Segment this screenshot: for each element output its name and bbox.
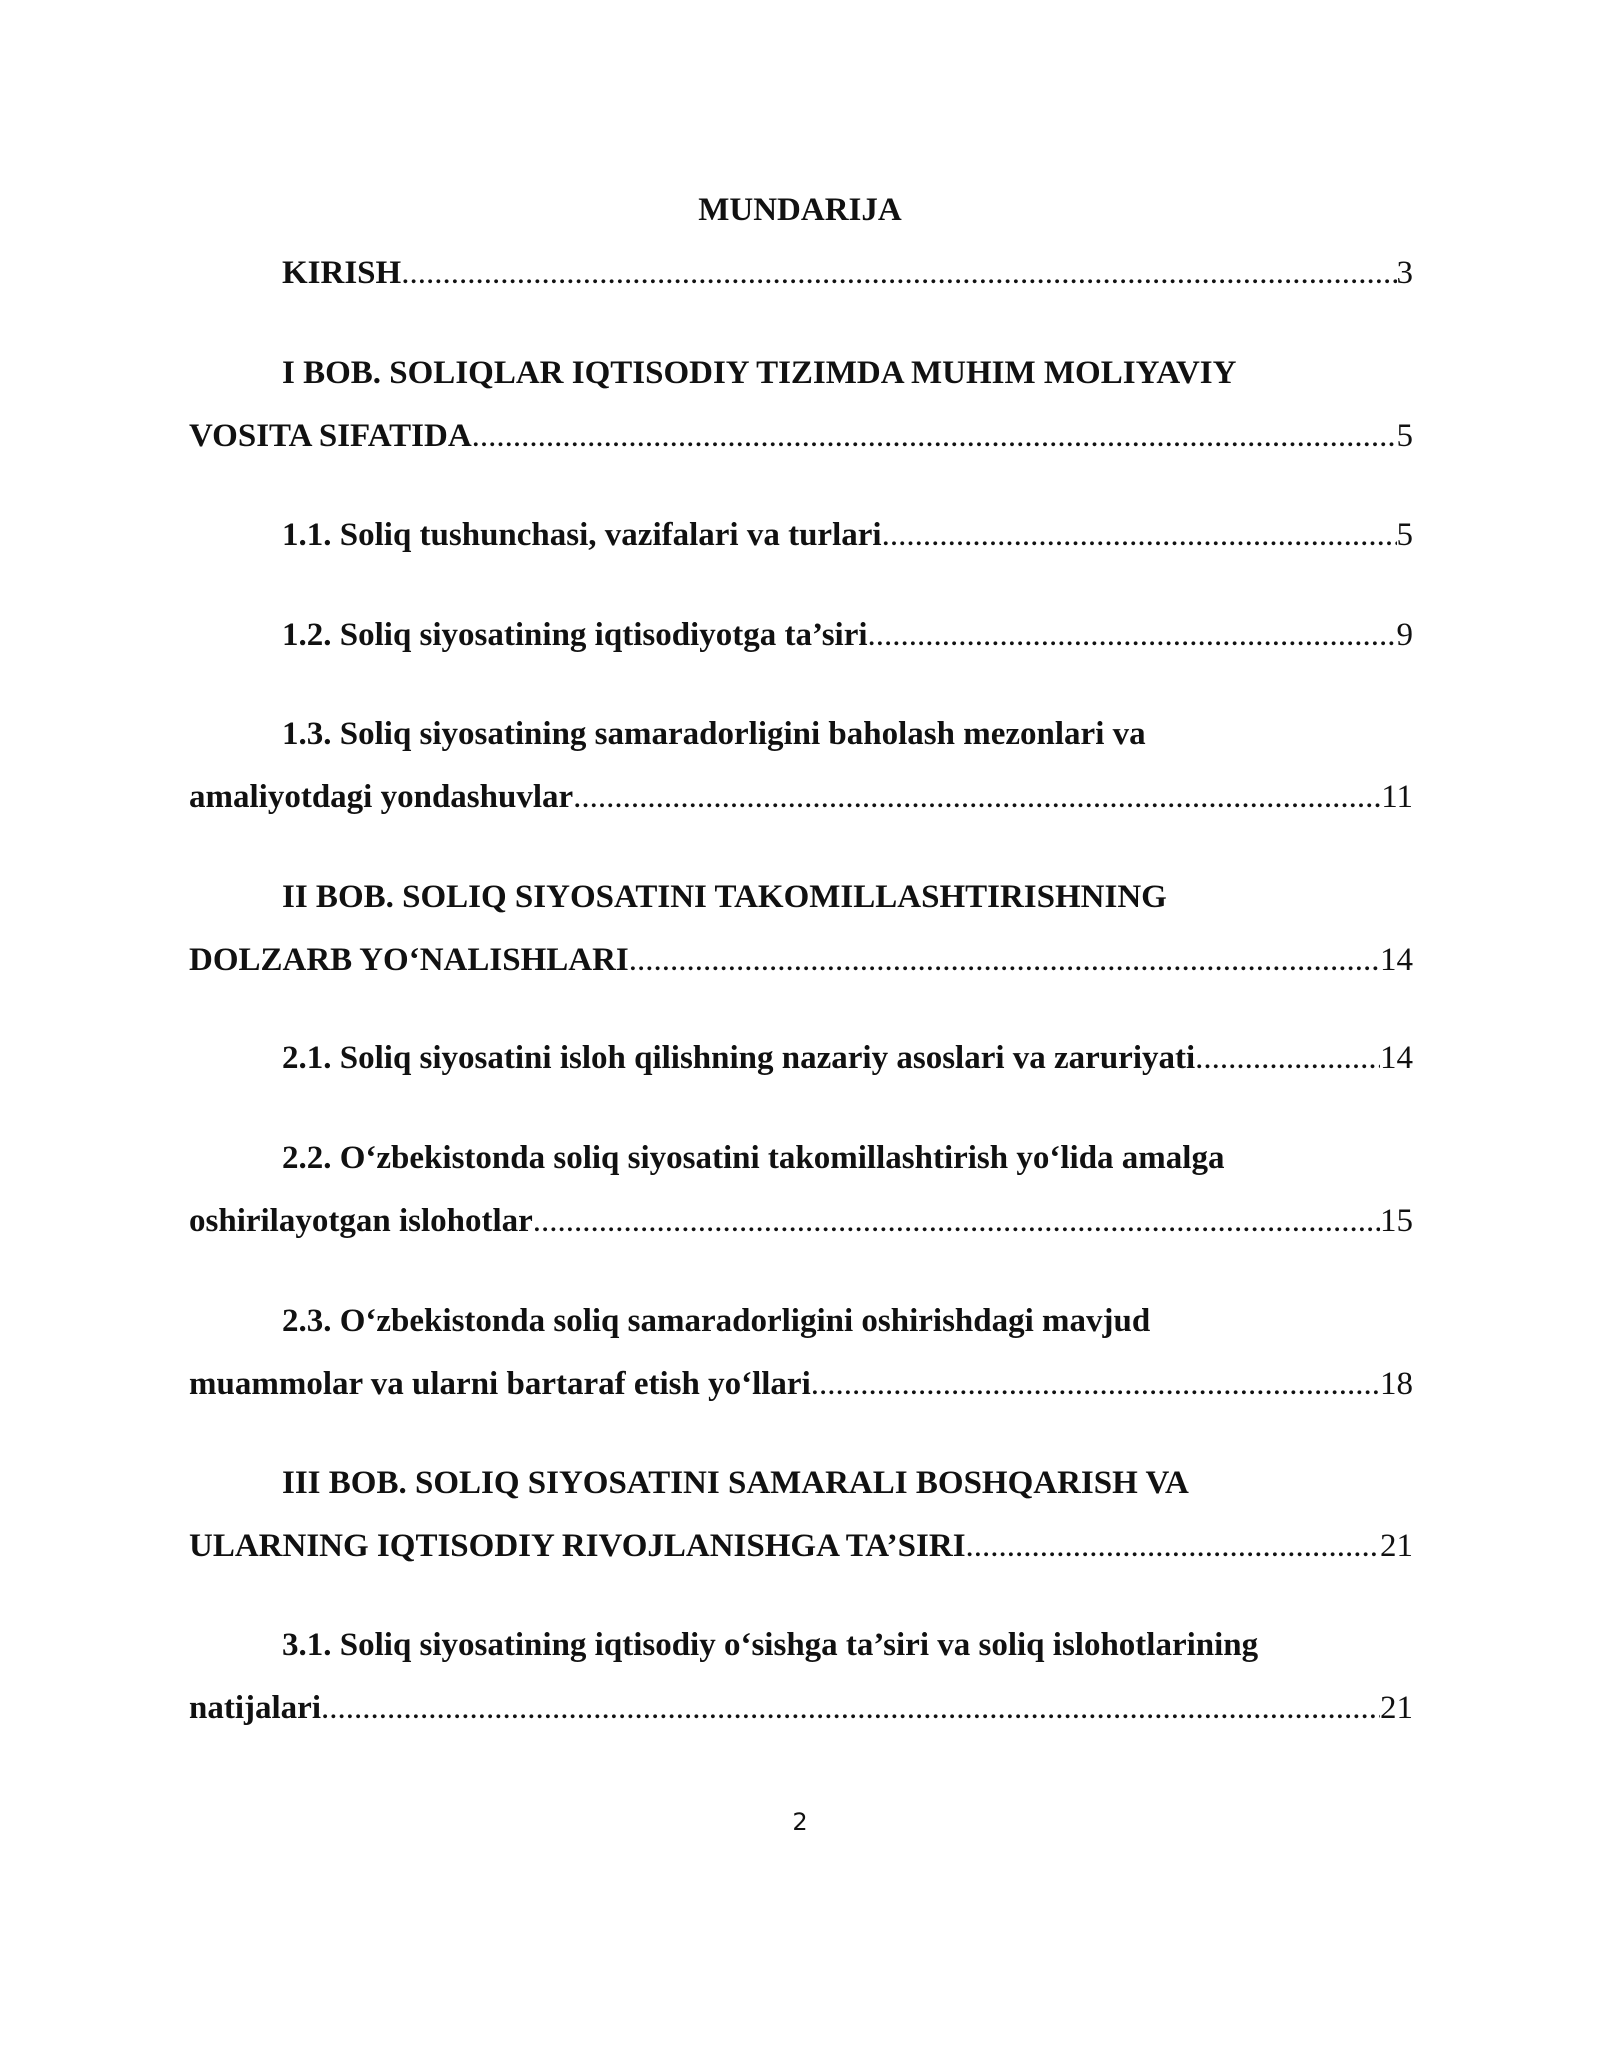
toc-entry-title-continued: oshirilayotgan islohotlar	[189, 1203, 533, 1239]
toc-entry-section-2-3	[189, 1290, 1413, 1416]
toc-line	[189, 405, 1413, 468]
dot-leader	[629, 929, 1380, 992]
toc-page-number: 21	[1380, 1690, 1413, 1726]
toc-entry-title: 1.2. Soliq siyosatining iqtisodiyotga ta’siri	[282, 617, 868, 653]
toc-page-number: 14	[1380, 942, 1413, 978]
dot-leader	[811, 1353, 1380, 1416]
toc-line	[189, 1614, 1413, 1677]
toc-line	[189, 1677, 1413, 1740]
dot-leader	[966, 1515, 1380, 1578]
toc-entry-title: 3.1. Soliq siyosatining iqtisodiy o‘sishga ta’siri va soliq islohotlarining	[282, 1627, 1259, 1663]
toc-line	[189, 1515, 1413, 1578]
toc-entry-chapter-2	[189, 866, 1413, 992]
toc-entry-section-3-1	[189, 1614, 1413, 1740]
toc-entry-title-continued: natijalari	[189, 1690, 321, 1726]
toc-line	[189, 342, 1413, 405]
toc-entry-section-2-1	[189, 1027, 1413, 1090]
toc-entry-section-1-1	[189, 504, 1413, 567]
toc-line	[189, 1353, 1413, 1416]
toc-page-number: 5	[1396, 517, 1413, 553]
toc-line	[189, 242, 1413, 305]
page-title: MUNDARIJA	[698, 192, 902, 228]
toc-entry-chapter-3	[189, 1452, 1413, 1578]
toc-entry-title: 2.2. O‘zbekistonda soliq siyosatini takomillashtirish yo‘lida amalga	[282, 1140, 1225, 1176]
toc-page-number: 15	[1380, 1203, 1413, 1239]
toc-page-number: 18	[1380, 1366, 1413, 1402]
toc-entry-title-continued: ULARNING IQTISODIY RIVOJLANISHGA TA’SIRI	[189, 1528, 966, 1564]
toc-entry-title: I BOB. SOLIQLAR IQTISODIY TIZIMDA MUHIM MOLIYAVIY	[282, 355, 1237, 391]
dot-leader	[472, 405, 1397, 468]
toc-entry-chapter-1	[189, 342, 1413, 468]
toc-page-number: 21	[1380, 1528, 1413, 1564]
toc-line	[189, 1127, 1413, 1190]
toc-page-number: 5	[1396, 418, 1413, 454]
toc-line	[189, 703, 1413, 766]
toc-entry-section-1-2	[189, 604, 1413, 667]
toc-line	[189, 1190, 1413, 1253]
toc-page-number: 3	[1396, 255, 1413, 291]
toc-line	[189, 1027, 1413, 1090]
toc-line	[189, 766, 1413, 829]
toc-entry-title: 2.1. Soliq siyosatini isloh qilishning nazariy asoslari va zaruriyati	[282, 1040, 1196, 1076]
toc-entry-title: 1.3. Soliq siyosatining samaradorligini baholash mezonlari va	[282, 716, 1146, 752]
toc-entry-title-continued: VOSITA SIFATIDA	[189, 418, 472, 454]
footer-page-number: 2	[792, 1808, 808, 1836]
toc-line	[189, 929, 1413, 992]
toc-line	[189, 604, 1413, 667]
toc-entry-title: III BOB. SOLIQ SIYOSATINI SAMARALI BOSHQARISH VA	[282, 1465, 1189, 1501]
dot-leader	[321, 1677, 1380, 1740]
toc-entry-title-continued: DOLZARB YO‘NALISHLARI	[189, 942, 629, 978]
toc-line	[189, 866, 1413, 929]
toc-entry-kirish	[189, 242, 1413, 305]
toc-entry-title-continued: muammolar va ularni bartaraf etish yo‘llari	[189, 1366, 811, 1402]
toc-line	[189, 1290, 1413, 1353]
toc-page-number: 9	[1396, 617, 1413, 653]
dot-leader	[573, 766, 1381, 829]
dot-leader	[882, 504, 1397, 567]
dot-leader	[1195, 1027, 1380, 1090]
toc-page-number: 11	[1381, 779, 1413, 815]
toc-entry-title: II BOB. SOLIQ SIYOSATINI TAKOMILLASHTIRISHNING	[282, 879, 1167, 915]
toc-line	[189, 1452, 1413, 1515]
dot-leader	[401, 242, 1396, 305]
toc-entry-title: 2.3. O‘zbekistonda soliq samaradorligini oshirishdagi mavjud	[282, 1303, 1151, 1339]
toc-line	[189, 504, 1413, 567]
toc-entry-title-continued: amaliyotdagi yondashuvlar	[189, 779, 574, 815]
dot-leader	[868, 604, 1397, 667]
dot-leader	[533, 1190, 1380, 1253]
toc-page-number: 14	[1380, 1040, 1413, 1076]
toc-entry-title: 1.1. Soliq tushunchasi, vazifalari va turlari	[282, 517, 882, 553]
toc-entry-section-2-2	[189, 1127, 1413, 1253]
toc-entry-section-1-3	[189, 703, 1413, 829]
toc-entry-title: KIRISH	[282, 255, 402, 291]
